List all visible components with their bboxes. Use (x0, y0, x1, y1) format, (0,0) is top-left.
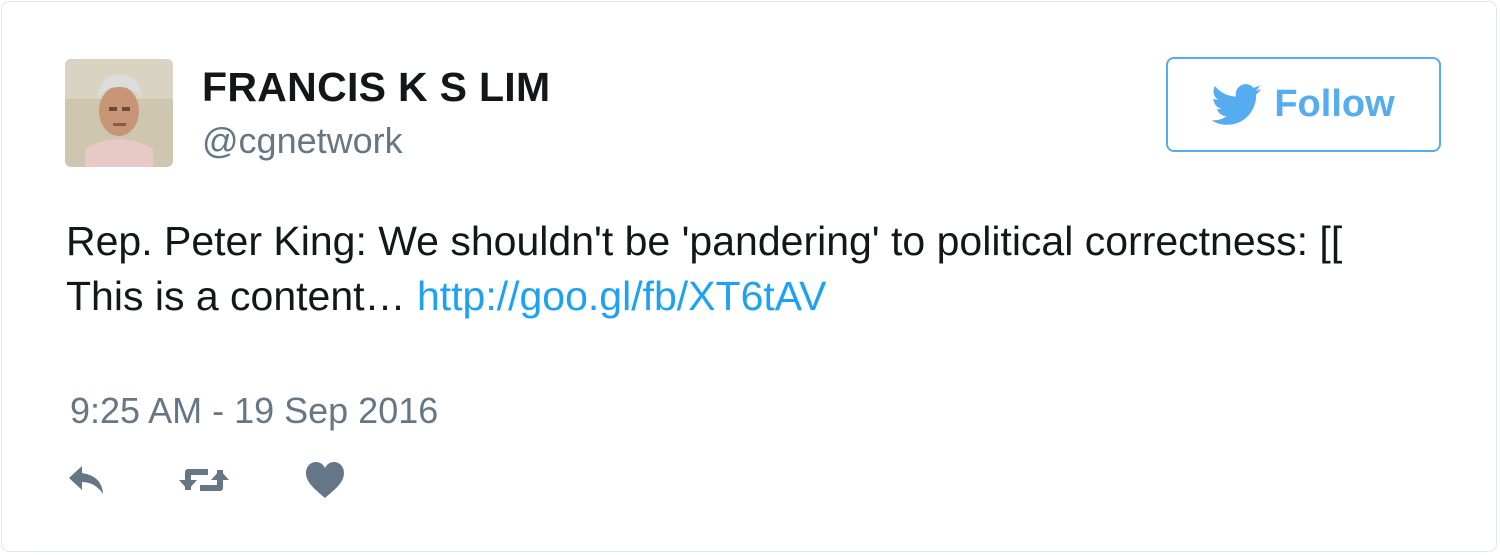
retweet-button[interactable] (178, 460, 230, 500)
tweet-timestamp[interactable]: 9:25 AM - 19 Sep 2016 (70, 390, 439, 431)
reply-icon (65, 460, 109, 500)
avatar[interactable] (65, 59, 173, 167)
tweet-body: Rep. Peter King: We shouldn't be 'pandering' to political correctness: [[ This is a content… (66, 218, 1343, 319)
follow-button[interactable] (1166, 57, 1441, 152)
twitter-bird-icon (1212, 84, 1262, 126)
like-button[interactable] (304, 460, 346, 500)
avatar-image (65, 59, 173, 167)
tweet-text (66, 214, 1366, 324)
user-handle[interactable]: @cgnetwork (202, 120, 403, 161)
heart-icon (304, 460, 346, 500)
retweet-icon (178, 460, 230, 500)
follow-label: Follow (1274, 83, 1395, 125)
tweet-card (1, 1, 1497, 552)
tweet-link[interactable]: http://goo.gl/fb/XT6tAV (416, 273, 827, 319)
reply-button[interactable] (65, 460, 109, 500)
display-name[interactable]: FRANCIS K S LIM (202, 64, 551, 110)
